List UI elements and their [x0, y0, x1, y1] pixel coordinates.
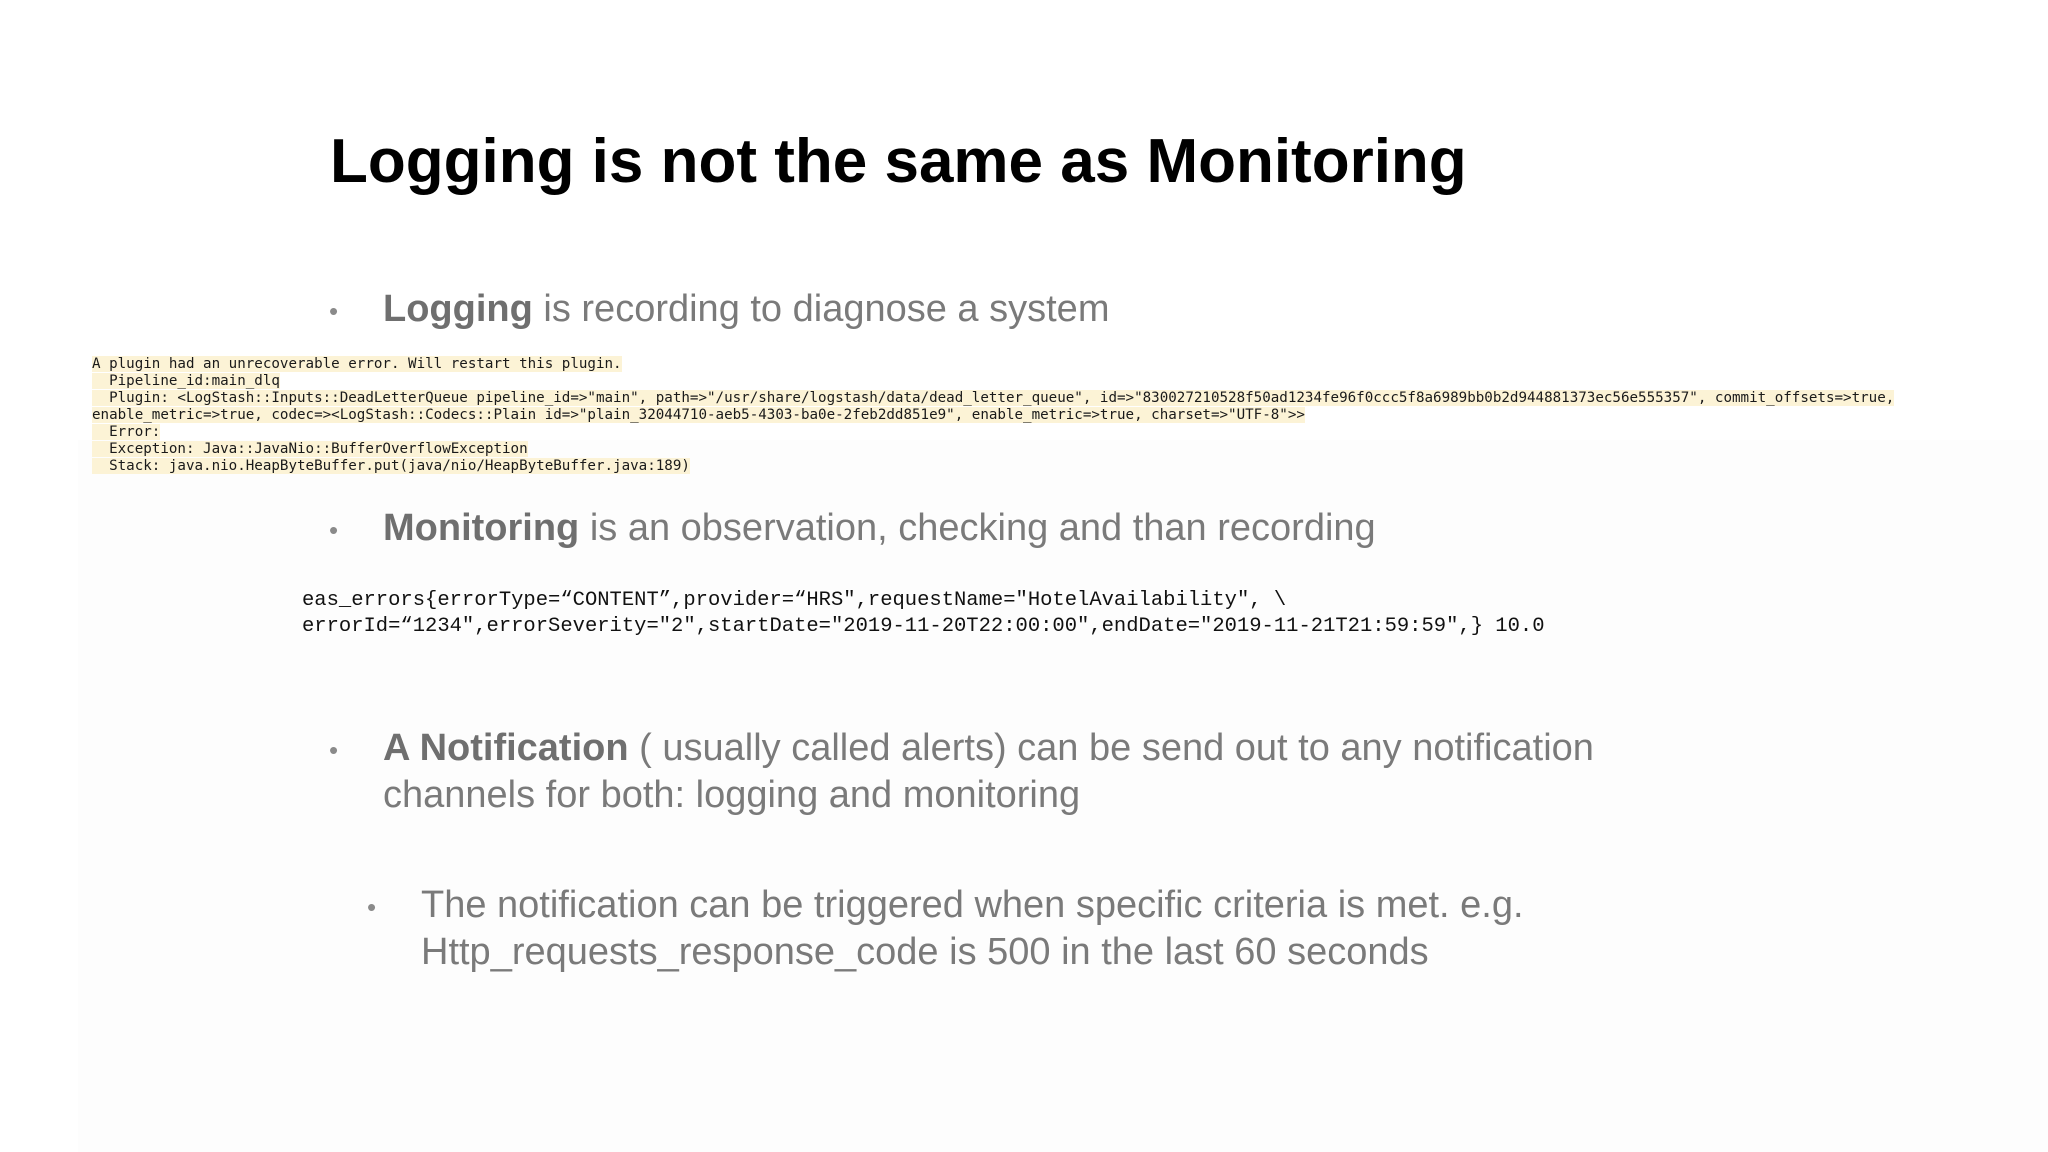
metric-line: eas_errors{errorType=“CONTENT”,provider=“HRS",requestName="HotelAvailability", \ — [302, 589, 1287, 612]
sub-bullet-line: The notification can be triggered when specific criteria is met. e.g. — [421, 884, 1524, 926]
bullet-dot: • — [329, 296, 339, 326]
notification-description-continued: channels for both: logging and monitoring — [383, 774, 1081, 816]
notification-description: ( usually called alerts) can be send out to any notification — [628, 727, 1594, 769]
notification-term: A Notification — [383, 727, 629, 769]
logging-term: Logging — [383, 288, 533, 330]
log-line: Exception: Java::JavaNio::BufferOverflowException — [92, 441, 528, 457]
log-excerpt — [92, 356, 1894, 475]
bullet-dot: • — [329, 515, 339, 545]
log-line: Pipeline_id:main_dlq — [92, 373, 280, 389]
sub-bullet-dot: • — [367, 892, 377, 922]
metric-line: errorId=“1234",errorSeverity="2",startDate="2019-11-20T22:00:00",endDate="2019-11-21T21:59:59",} 10.0 — [302, 615, 1545, 638]
bullet-dot: • — [329, 735, 339, 765]
metric-example — [302, 588, 1545, 640]
sub-bullet-line: Http_requests_response_code is 500 in the last 60 seconds — [421, 931, 1429, 973]
bullet-logging — [383, 286, 1109, 333]
bullet-notification — [383, 725, 1594, 819]
bullet-monitoring — [383, 505, 1376, 552]
monitoring-term: Monitoring — [383, 507, 580, 549]
log-line: Error: — [92, 424, 161, 440]
log-line: Stack: java.nio.HeapByteBuffer.put(java/nio/HeapByteBuffer.java:189) — [92, 458, 690, 474]
sub-bullet-trigger — [421, 882, 1524, 976]
monitoring-description: is an observation, checking and than recording — [579, 507, 1376, 549]
log-line: A plugin had an unrecoverable error. Will restart this plugin. — [92, 356, 622, 372]
logging-description: is recording to diagnose a system — [532, 288, 1110, 330]
log-line: Plugin: <LogStash::Inputs::DeadLetterQueue pipeline_id=>"main", path=>"/usr/share/logstash/data/dead_letter_queue", id=>"830027210528f50ad1234fe96f0ccc5f8a6989bb0b2d944881373ec56e555357", commit_offsets=>true, — [92, 390, 1895, 406]
log-line: enable_metric=>true, codec=><LogStash::Codecs::Plain id=>"plain_32044710-aeb5-4303-ba0e-2feb2dd851e9", enable_metric=>true, charset=>"UTF-8">> — [92, 407, 1305, 423]
slide-title: Logging is not the same as Monitoring — [330, 127, 1467, 196]
